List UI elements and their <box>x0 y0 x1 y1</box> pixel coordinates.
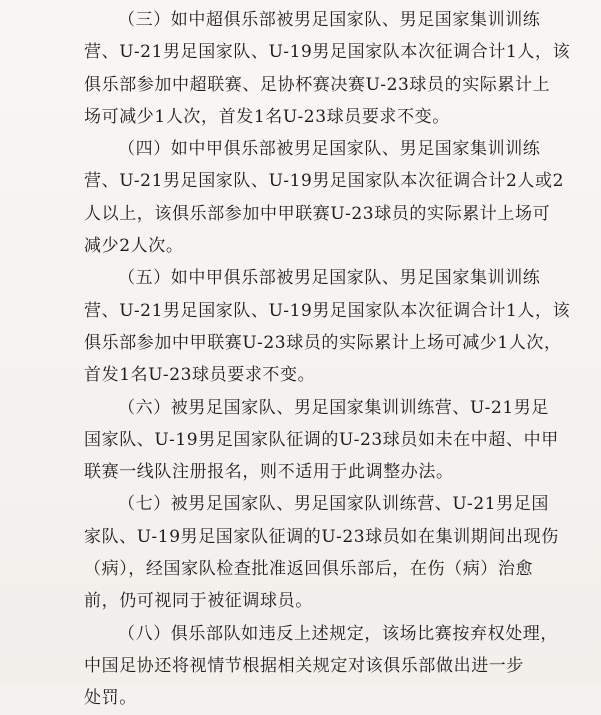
text-line: （病），经国家队检查批准返回俱乐部后，在伤（病）治愈 <box>84 559 534 580</box>
clause-3 <box>84 4 579 133</box>
text-line: 营、U-21男足国家队、U-19男足国家队本次征调合计2人或2 <box>84 171 565 192</box>
text-line: （四）如中甲俱乐部被男足国家队、男足国家集训训练 <box>118 139 541 160</box>
text-line: 家队、U-19男足国家队征调的U-23球员如在集训期间出现伤 <box>84 526 559 547</box>
text-line: 营、U-21男足国家队、U-19男足国家队本次征调合计1人，该 <box>84 42 571 63</box>
clause-4 <box>84 133 579 262</box>
clause-6 <box>84 392 579 489</box>
text-line: 减少2人次。 <box>84 236 184 257</box>
text-line: 俱乐部参加中超联赛、足协杯赛决赛U-23球员的实际累计上 <box>84 74 551 95</box>
text-line: （三）如中超俱乐部被男足国家队、男足国家集训训练 <box>118 10 541 30</box>
text-line: 场可减少1人次，首发1名U-23球员要求不变。 <box>84 106 450 127</box>
text-line: 俱乐部参加中甲联赛U-23球员的实际累计上场可减少1人次， <box>84 332 562 353</box>
clause-5 <box>84 262 579 391</box>
text-line: （七）被男足国家队、男足国家队训练营、U-21男足国 <box>118 494 550 515</box>
text-line: 首发1名U-23球员要求不变。 <box>84 365 316 386</box>
text-line: 中国足协还将视情节根据相关规定对该俱乐部做出进一步 <box>84 655 524 676</box>
text-line: 处罚。 <box>84 688 137 709</box>
clause-7 <box>84 488 579 617</box>
text-line: 前，仍可视同于被征调球员。 <box>84 591 313 612</box>
text-line: （五）如中甲俱乐部被男足国家队、男足国家集训训练 <box>118 268 541 289</box>
text-line: （八）俱乐部队如违反上述规定，该场比赛按弃权处理， <box>118 623 558 644</box>
text-line: 国家队、U-19男足国家队征调的U-23球员如未在中超、中甲 <box>84 429 559 450</box>
clause-8 <box>84 618 579 715</box>
text-line: 联赛一线队注册报名，则不适用于此调整办法。 <box>84 462 454 483</box>
text-line: 营、U-21男足国家队、U-19男足国家队本次征调合计1人，该 <box>84 300 571 321</box>
text-line: 人以上，该俱乐部参加中甲联赛U-23球员的实际累计上场可 <box>84 203 551 224</box>
text-line: （六）被男足国家队、男足国家集训训练营、U-21男足 <box>118 397 550 418</box>
